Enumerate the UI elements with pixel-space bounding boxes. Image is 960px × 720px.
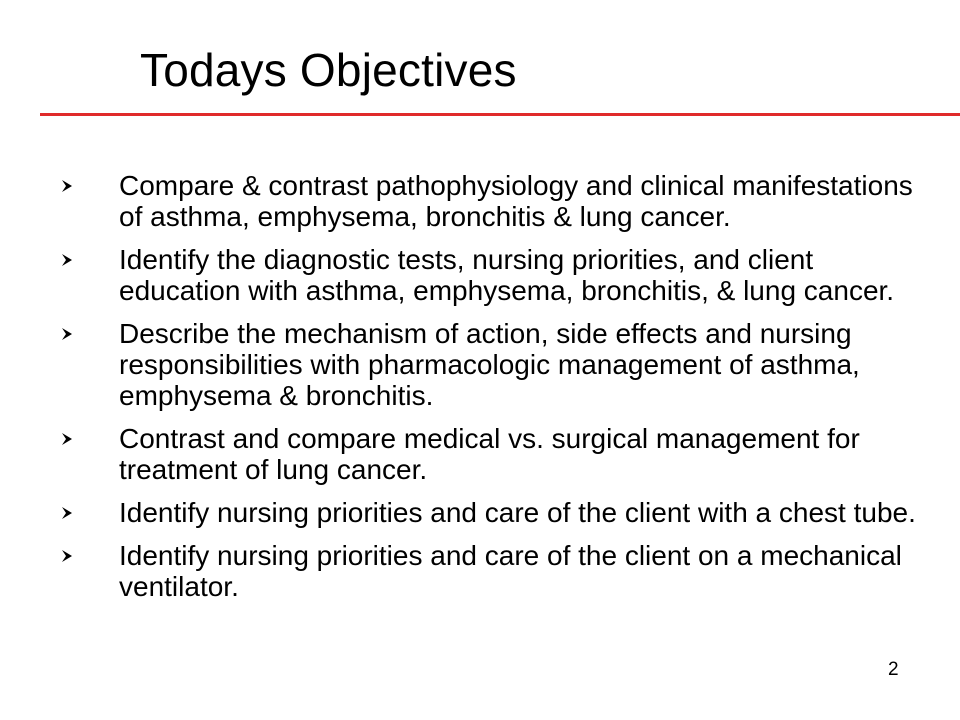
- slide-title: Todays Objectives: [140, 44, 517, 96]
- arrowhead-bullet-icon: [60, 253, 74, 267]
- arrowhead-bullet-icon: [60, 179, 74, 193]
- arrowhead-bullet-icon: [60, 549, 74, 563]
- objective-item: [0, 244, 960, 306]
- page-number: 2: [888, 659, 899, 680]
- arrowhead-bullet-icon: [60, 506, 74, 520]
- objective-item: [0, 318, 960, 411]
- objective-item: [0, 423, 960, 485]
- objective-text: Describe the mechanism of action, side effects and nursing responsibilities with pharmacologic management of asthma, emphysema & bronchitis.: [119, 318, 860, 411]
- objective-text: Compare & contrast pathophysiology and clinical manifestations of asthma, emphysema, bronchitis & lung cancer.: [119, 170, 913, 232]
- objective-text: Identify nursing priorities and care of the client on a mechanical ventilator.: [119, 540, 902, 602]
- arrowhead-bullet-icon: [60, 432, 74, 446]
- objective-text: Identify the diagnostic tests, nursing priorities, and client education with asthma, emphysema, bronchitis, & lung cancer.: [119, 244, 895, 306]
- objective-item: [0, 170, 960, 232]
- objective-text: Identify nursing priorities and care of the client with a chest tube.: [119, 497, 916, 528]
- arrowhead-bullet-icon: [60, 327, 74, 341]
- objective-item: [0, 497, 960, 528]
- title-divider: [40, 113, 960, 116]
- objective-text: Contrast and compare medical vs. surgical management for treatment of lung cancer.: [119, 423, 860, 485]
- objective-item: [0, 540, 960, 602]
- objectives-list: [0, 170, 960, 614]
